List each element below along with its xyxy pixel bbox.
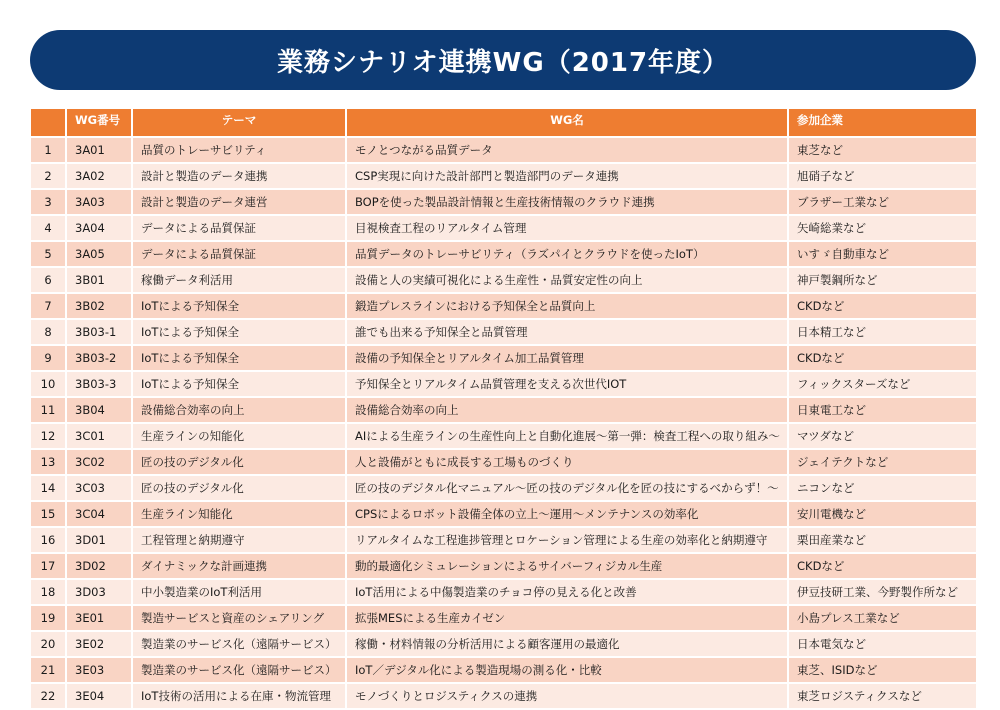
- cell-theme: 生産ラインの知能化: [132, 423, 346, 449]
- cell-wg-name: 人と設備がともに成長する工場ものづくり: [346, 449, 788, 475]
- cell-no: 12: [31, 423, 66, 449]
- cell-theme: IoTによる予知保全: [132, 319, 346, 345]
- cell-theme: IoT技術の活用による在庫・物流管理: [132, 683, 346, 708]
- cell-no: 11: [31, 397, 66, 423]
- cell-theme: 工程管理と納期遵守: [132, 527, 346, 553]
- cell-no: 1: [31, 137, 66, 163]
- cell-wg-name: モノとつながる品質データ: [346, 137, 788, 163]
- cell-wg-name: リアルタイムな工程進捗管理とロケーション管理による生産の効率化と納期遵守: [346, 527, 788, 553]
- cell-wg-number: 3C01: [66, 423, 132, 449]
- cell-wg-name: BOPを使った製品設計情報と生産技術情報のクラウド連携: [346, 189, 788, 215]
- cell-companies: いすゞ自動車など: [788, 241, 976, 267]
- cell-wg-number: 3A05: [66, 241, 132, 267]
- cell-no: 21: [31, 657, 66, 683]
- cell-wg-number: 3B01: [66, 267, 132, 293]
- cell-wg-name: CPSによるロボット設備全体の立上～運用～メンテナンスの効率化: [346, 501, 788, 527]
- header-no: [31, 109, 66, 137]
- cell-no: 4: [31, 215, 66, 241]
- cell-theme: 匠の技のデジタル化: [132, 475, 346, 501]
- cell-wg-number: 3D02: [66, 553, 132, 579]
- cell-companies: 伊豆技研工業、今野製作所など: [788, 579, 976, 605]
- cell-wg-number: 3E02: [66, 631, 132, 657]
- cell-wg-number: 3B03-3: [66, 371, 132, 397]
- cell-companies: 矢崎総業など: [788, 215, 976, 241]
- cell-wg-number: 3B03-2: [66, 345, 132, 371]
- table-row: [31, 319, 976, 345]
- cell-theme: 製造業のサービス化（遠隔サービス）: [132, 657, 346, 683]
- cell-companies: 日本電気など: [788, 631, 976, 657]
- cell-theme: 製造サービスと資産のシェアリング: [132, 605, 346, 631]
- cell-companies: ジェイテクトなど: [788, 449, 976, 475]
- cell-companies: 栗田産業など: [788, 527, 976, 553]
- cell-wg-number: 3E01: [66, 605, 132, 631]
- cell-wg-number: 3C02: [66, 449, 132, 475]
- cell-wg-name: AIによる生産ラインの生産性向上と自動化進展～第一弾：検査工程への取り組み～: [346, 423, 788, 449]
- cell-no: 15: [31, 501, 66, 527]
- cell-no: 20: [31, 631, 66, 657]
- cell-wg-name: 品質データのトレーサビリティ（ラズパイとクラウドを使ったIoT）: [346, 241, 788, 267]
- wg-table: [31, 109, 976, 708]
- cell-no: 18: [31, 579, 66, 605]
- cell-companies: ブラザー工業など: [788, 189, 976, 215]
- table-row: [31, 371, 976, 397]
- title-banner: [30, 30, 976, 90]
- cell-no: 7: [31, 293, 66, 319]
- cell-wg-name: 目視検査工程のリアルタイム管理: [346, 215, 788, 241]
- cell-wg-name: 稼働・材料情報の分析活用による顧客運用の最適化: [346, 631, 788, 657]
- cell-wg-number: 3B02: [66, 293, 132, 319]
- cell-theme: 製造業のサービス化（遠隔サービス）: [132, 631, 346, 657]
- header-companies: 参加企業: [788, 109, 976, 137]
- table-row: [31, 605, 976, 631]
- table-row: [31, 163, 976, 189]
- table-row: [31, 475, 976, 501]
- table-row: [31, 501, 976, 527]
- cell-wg-number: 3D03: [66, 579, 132, 605]
- cell-wg-name: 動的最適化シミュレーションによるサイバーフィジカル生産: [346, 553, 788, 579]
- cell-wg-name: 誰でも出来る予知保全と品質管理: [346, 319, 788, 345]
- table-row: [31, 293, 976, 319]
- cell-no: 10: [31, 371, 66, 397]
- cell-companies: 神戸製鋼所など: [788, 267, 976, 293]
- cell-theme: 稼働データ利活用: [132, 267, 346, 293]
- cell-wg-name: IoT活用による中傷製造業のチョコ停の見える化と改善: [346, 579, 788, 605]
- cell-wg-number: 3C03: [66, 475, 132, 501]
- cell-companies: ニコンなど: [788, 475, 976, 501]
- cell-companies: CKDなど: [788, 553, 976, 579]
- table-row: [31, 527, 976, 553]
- table-row: [31, 345, 976, 371]
- cell-companies: フィックスターズなど: [788, 371, 976, 397]
- cell-companies: 日本精工など: [788, 319, 976, 345]
- cell-companies: CKDなど: [788, 345, 976, 371]
- cell-wg-number: 3A01: [66, 137, 132, 163]
- cell-no: 16: [31, 527, 66, 553]
- table-row: [31, 241, 976, 267]
- table-row: [31, 657, 976, 683]
- cell-theme: 設計と製造のデータ連営: [132, 189, 346, 215]
- cell-no: 8: [31, 319, 66, 345]
- cell-theme: ダイナミックな計画連携: [132, 553, 346, 579]
- cell-wg-number: 3A04: [66, 215, 132, 241]
- cell-wg-name: 拡張MESによる生産カイゼン: [346, 605, 788, 631]
- cell-companies: CKDなど: [788, 293, 976, 319]
- cell-no: 5: [31, 241, 66, 267]
- cell-wg-number: 3A03: [66, 189, 132, 215]
- cell-wg-name: 鍛造プレスラインにおける予知保全と品質向上: [346, 293, 788, 319]
- cell-companies: 東芝、ISIDなど: [788, 657, 976, 683]
- cell-no: 19: [31, 605, 66, 631]
- header-theme: テーマ: [132, 109, 346, 137]
- cell-wg-name: IoT／デジタル化による製造現場の測る化・比較: [346, 657, 788, 683]
- cell-companies: 小島プレス工業など: [788, 605, 976, 631]
- table-row: [31, 449, 976, 475]
- table-row: [31, 267, 976, 293]
- cell-no: 6: [31, 267, 66, 293]
- cell-wg-number: 3B03-1: [66, 319, 132, 345]
- cell-no: 22: [31, 683, 66, 708]
- cell-wg-number: 3B04: [66, 397, 132, 423]
- cell-theme: データによる品質保証: [132, 215, 346, 241]
- cell-theme: 品質のトレーサビリティ: [132, 137, 346, 163]
- cell-companies: 日東電工など: [788, 397, 976, 423]
- cell-theme: 設備総合効率の向上: [132, 397, 346, 423]
- cell-wg-name: 設備の予知保全とリアルタイム加工品質管理: [346, 345, 788, 371]
- cell-theme: 設計と製造のデータ連携: [132, 163, 346, 189]
- cell-wg-number: 3C04: [66, 501, 132, 527]
- table-body: [31, 137, 976, 708]
- cell-wg-number: 3E03: [66, 657, 132, 683]
- cell-wg-name: 匠の技のデジタル化マニュアル～匠の技のデジタル化を匠の技にするべからず！～: [346, 475, 788, 501]
- table-header-row: [31, 109, 976, 137]
- table-row: [31, 137, 976, 163]
- cell-wg-number: 3D01: [66, 527, 132, 553]
- cell-wg-name: 設備と人の実績可視化による生産性・品質安定性の向上: [346, 267, 788, 293]
- cell-wg-number: 3A02: [66, 163, 132, 189]
- table-row: [31, 683, 976, 708]
- cell-no: 2: [31, 163, 66, 189]
- cell-theme: データによる品質保証: [132, 241, 346, 267]
- cell-theme: IoTによる予知保全: [132, 345, 346, 371]
- table-row: [31, 215, 976, 241]
- cell-wg-name: CSP実現に向けた設計部門と製造部門のデータ連携: [346, 163, 788, 189]
- table-row: [31, 423, 976, 449]
- cell-no: 14: [31, 475, 66, 501]
- header-wg-name: WG名: [346, 109, 788, 137]
- cell-companies: 安川電機など: [788, 501, 976, 527]
- cell-companies: マツダなど: [788, 423, 976, 449]
- cell-theme: 匠の技のデジタル化: [132, 449, 346, 475]
- cell-wg-name: 予知保全とリアルタイム品質管理を支える次世代IOT: [346, 371, 788, 397]
- cell-companies: 東芝など: [788, 137, 976, 163]
- cell-wg-name: 設備総合効率の向上: [346, 397, 788, 423]
- cell-wg-name: モノづくりとロジスティクスの連携: [346, 683, 788, 708]
- cell-wg-number: 3E04: [66, 683, 132, 708]
- page-title: 業務シナリオ連携WG（2017年度）: [276, 47, 730, 78]
- cell-theme: 中小製造業のIoT利活用: [132, 579, 346, 605]
- cell-theme: IoTによる予知保全: [132, 371, 346, 397]
- table-row: [31, 631, 976, 657]
- cell-theme: IoTによる予知保全: [132, 293, 346, 319]
- cell-no: 3: [31, 189, 66, 215]
- cell-theme: 生産ライン知能化: [132, 501, 346, 527]
- header-wg-number: WG番号: [66, 109, 132, 137]
- cell-no: 9: [31, 345, 66, 371]
- cell-companies: 旭硝子など: [788, 163, 976, 189]
- cell-no: 17: [31, 553, 66, 579]
- cell-companies: 東芝ロジスティクスなど: [788, 683, 976, 708]
- table-row: [31, 189, 976, 215]
- table-row: [31, 553, 976, 579]
- table-row: [31, 397, 976, 423]
- table-row: [31, 579, 976, 605]
- cell-no: 13: [31, 449, 66, 475]
